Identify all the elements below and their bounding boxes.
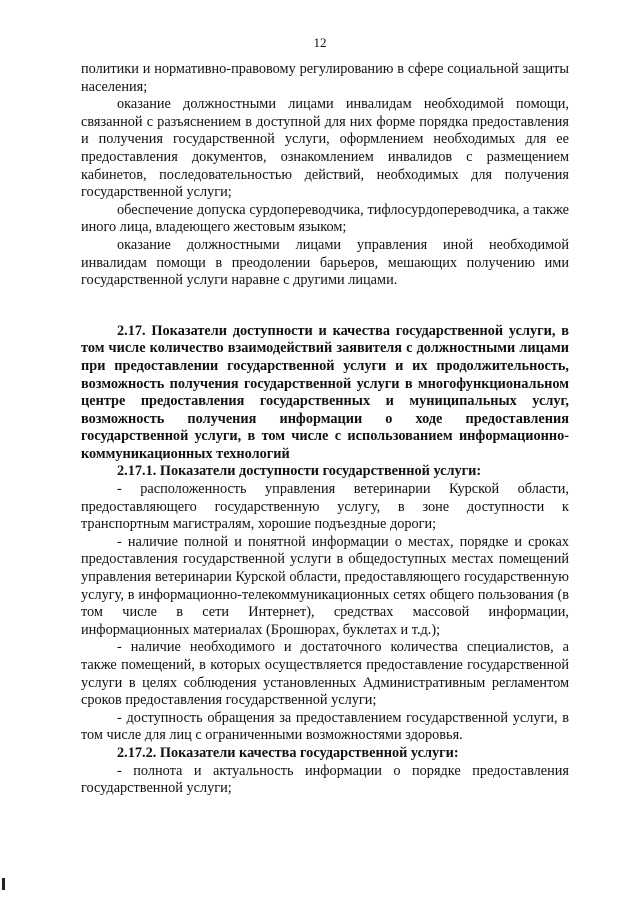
section-spacer	[81, 290, 569, 323]
list-item-accessibility: - доступность обращения за предоставлением государственной услуги, в том числе для лиц с ограниченными возможностями здоровья.	[81, 709, 569, 744]
scan-mark	[2, 878, 5, 890]
list-item-specialists: - наличие необходимого и достаточного количества специалистов, а также помещений, в которых осуществляется предоставление государственной услуги в целях соблюдения установленных Административным регламентом сроков предоставления государственной услуги;	[81, 639, 569, 709]
list-item-completeness: - полнота и актуальность информации о порядке предоставления государственной услуги;	[81, 762, 569, 797]
subsection-heading-2-17-2: 2.17.2. Показатели качества государственной услуги:	[117, 744, 459, 761]
list-item-location: - расположенность управления ветеринарии Курской области, предоставляющего государственную услугу, в зоне доступности к транспортным магистралям, хорошие подъездные дороги;	[81, 481, 569, 533]
list-item-information: - наличие полной и понятной информации о местах, порядке и сроках предоставления государственной услуги в общедоступных местах помещений управления ветеринарии Курской области, предоставляющего государственную услугу, в информационно-телекоммуникационных сетях общего пользования (в том числе в сети Интернет), средствах массовой информации, информационных материалах (Брошюрах, буклетах и т.д.);	[81, 533, 569, 638]
paragraph-barrier-assistance: оказание должностными лицами управления иной необходимой инвалидам помощи в преодолении барьеров, мешающих получению ими государственной услуги наравне с другими лицами.	[81, 236, 569, 289]
section-heading-2-17: 2.17. Показатели доступности и качества государственной услуги, в том числе количество взаимодействий заявителя с должностными лицами при предоставлении государственной услуги и их продолжительность, возможность получения государственной услуги в многофункциональном центре предоставления государственных и муниципальных услуг, возможность получения информации о ходе предоставления государственной услуги, в том числе с использованием информационно-коммуникационных технологий	[81, 322, 569, 462]
subsection-heading-2-17-1: 2.17.1. Показатели доступности государственной услуги:	[117, 463, 482, 480]
page-number: 12	[313, 35, 327, 50]
document-body	[81, 61, 569, 798]
paragraph-social-protection: политики и нормативно-правовому регулированию в сфере социальной защиты населения;	[81, 61, 569, 95]
paragraph-assistance-disabled: оказание должностными лицами инвалидам необходимой помощи, связанной с разъяснением в доступной для них форме порядка предоставления и получения государственной услуги, оформлением необходимых для ее предоставления документов, ознакомлением инвалидов с размещением кабинетов, последовательностью действий, необходимых для получения государственной услуги;	[81, 96, 569, 201]
paragraph-sign-interpreter: обеспечение допуска сурдопереводчика, тифлосурдопереводчика, а также иного лица, владеющего жестовым языком;	[81, 201, 569, 236]
